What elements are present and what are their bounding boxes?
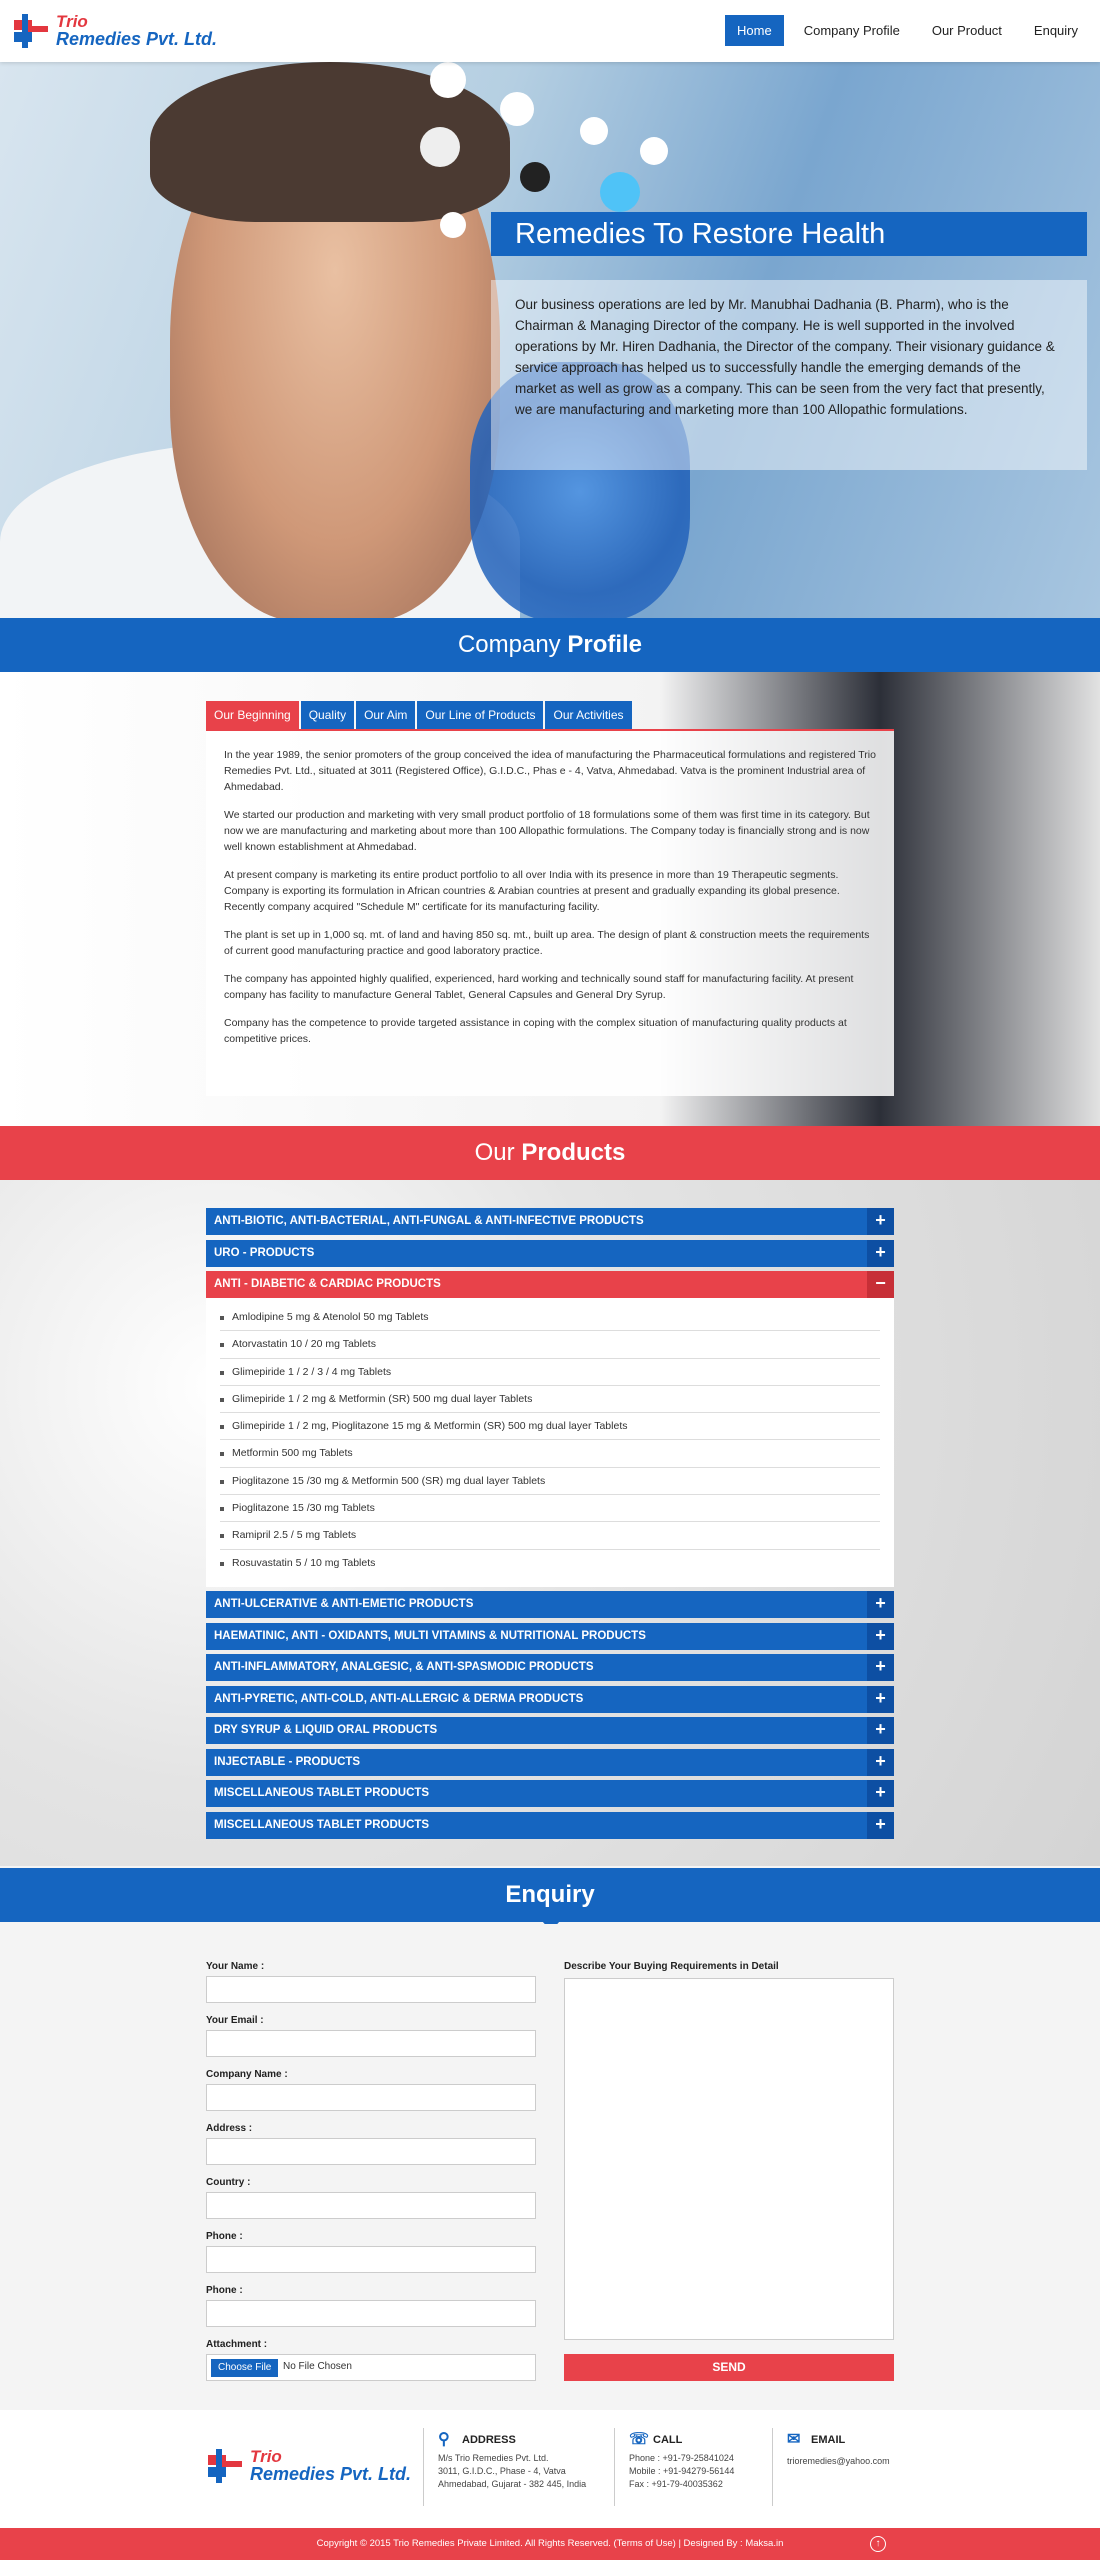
list-item: Pioglitazone 15 /30 mg & Metformin 500 (SR) mg dual layer Tablets (220, 1468, 880, 1495)
plus-icon[interactable]: + (867, 1717, 894, 1744)
tab-our-line-of-products[interactable]: Our Line of Products (417, 701, 543, 729)
accordion-header[interactable] (206, 1240, 894, 1267)
plus-icon[interactable]: + (867, 1208, 894, 1235)
phone-field-2[interactable] (206, 2300, 536, 2327)
molecule-atom (420, 127, 460, 167)
our-products-heading-light: Our (474, 1139, 522, 1166)
list-item: Glimepiride 1 / 2 mg & Metformin (SR) 500 mg dual layer Tablets (220, 1386, 880, 1413)
accordion-title: INJECTABLE - PRODUCTS (214, 1756, 361, 1768)
name-field[interactable] (206, 1976, 536, 2003)
accordion-header[interactable] (206, 1812, 894, 1839)
email-link[interactable]: trioremedies@yahoo.com (787, 2456, 890, 2466)
tab-our-aim[interactable]: Our Aim (356, 701, 415, 729)
logo-mark-icon (206, 2447, 246, 2487)
copyright-bar (0, 2528, 1100, 2560)
site-header (0, 0, 1100, 62)
plus-icon[interactable]: + (867, 1686, 894, 1713)
molecule-atom (520, 162, 550, 192)
field-label: Company Name : (206, 2069, 288, 2080)
company-profile-heading (0, 618, 1100, 672)
molecule-atom (600, 172, 640, 212)
address-title: ADDRESS (462, 2434, 516, 2446)
footer-address (423, 2428, 603, 2506)
list-item: Rosuvastatin 5 / 10 mg Tablets (220, 1550, 880, 1577)
email-title: EMAIL (811, 2434, 846, 2446)
call-title: CALL (653, 2434, 683, 2446)
list-item: Amlodipine 5 mg & Atenolol 50 mg Tablets (220, 1304, 880, 1331)
plus-icon[interactable]: + (867, 1780, 894, 1807)
logo-text-trio: Trio (56, 12, 88, 31)
nav-our-product[interactable]: Our Product (931, 23, 1002, 38)
list-item: Pioglitazone 15 /30 mg Tablets (220, 1495, 880, 1522)
molecule-atom (500, 92, 534, 126)
address-line: Ahmedabad, Gujarat - 382 445, India (438, 2479, 587, 2489)
address-line: 3011, G.I.D.C., Phase - 4, Vatva (438, 2466, 566, 2476)
list-item: Atorvastatin 10 / 20 mg Tablets (220, 1331, 880, 1358)
field-label: Your Name : (206, 1961, 265, 1972)
profile-paragraph: Company has the competence to provide targeted assistance in coping with the complex situation of manufacturing quality products at competitive prices. (224, 1017, 847, 1045)
call-heading (629, 2428, 764, 2452)
list-item: Ramipril 2.5 / 5 mg Tablets (220, 1522, 880, 1549)
field-label: Address : (206, 2123, 253, 2134)
logo-mark-icon (12, 12, 52, 52)
nav-company-profile[interactable]: Company Profile (803, 23, 900, 38)
address-field[interactable] (206, 2138, 536, 2165)
accordion-title: ANTI-INFLAMMATORY, ANALGESIC, & ANTI-SPASMODIC PRODUCTS (214, 1661, 594, 1673)
footer-call (614, 2428, 764, 2506)
file-status: No File Chosen (283, 2361, 352, 2372)
requirements-label: Describe Your Buying Requirements in Detail (564, 1961, 779, 1972)
tab-quality[interactable]: Quality (301, 701, 354, 729)
plus-icon[interactable]: + (867, 1749, 894, 1776)
hero-banner (0, 62, 1100, 618)
country-field[interactable] (206, 2192, 536, 2219)
copyright-text: Copyright © 2015 Trio Remedies Private Limited. All Rights Reserved. (Terms of Use) | Designed By : Maksa.in (316, 2538, 784, 2549)
plus-icon[interactable]: + (867, 1240, 894, 1267)
our-products-heading (0, 1126, 1100, 1180)
nav-home[interactable]: Home (725, 15, 784, 46)
list-item: Metformin 500 mg Tablets (220, 1440, 880, 1467)
email-field[interactable] (206, 2030, 536, 2057)
accordion-title: ANTI-BIOTIC, ANTI-BACTERIAL, ANTI-FUNGAL & ANTI-INFECTIVE PRODUCTS (214, 1215, 644, 1227)
company-profile-heading-bold: Profile (567, 631, 643, 658)
accordion-title: DRY SYRUP & LIQUID ORAL PRODUCTS (214, 1724, 438, 1736)
profile-paragraph: We started our production and marketing with very small product portfolio of 18 formulations some of them was first time in its category. But now we are manufacturing and marketing about more than 100 Allopathic formulations. The Company today is financially strong and is now well known establishment at Ahmedabad. (224, 809, 870, 853)
molecule-atom (430, 62, 466, 98)
enquiry-section (0, 1924, 1100, 2410)
email-heading (787, 2428, 896, 2452)
enquiry-heading (0, 1868, 1100, 1922)
accordion-header[interactable] (206, 1686, 894, 1713)
accordion-header[interactable] (206, 1780, 894, 1807)
tab-our-activities[interactable]: Our Activities (545, 701, 631, 729)
location-pin-icon: ⚲ (438, 2431, 450, 2448)
molecule-atom (440, 212, 466, 238)
accordion-title: ANTI-PYRETIC, ANTI-COLD, ANTI-ALLERGIC & DERMA PRODUCTS (214, 1693, 584, 1705)
minus-icon[interactable]: − (867, 1271, 894, 1298)
profile-paragraph: At present company is marketing its entire product portfolio to all over India with its presence in more than 19 Therapeutic segments. Company is exporting its formulation in African countries & Arabian countries at present and gradually expanding its global presence. Recently company acquired "Schedule M" certificate for its manufacturing facility. (224, 869, 840, 913)
profile-paragraph: In the year 1989, the senior promoters of the group conceived the idea of manufacturing the Pharmaceutical formulations and registered Trio Remedies Pvt. Ltd., situated at 3011 (Registered Office), G.I.D.C., Phas e - 4, Vatva, Ahmedabad. Vatva is the prominent Industrial area of Ahmedabad. (224, 749, 876, 793)
footer-logo[interactable] (206, 2445, 416, 2489)
tab-our-beginning[interactable]: Our Beginning (206, 701, 299, 729)
phone-field[interactable] (206, 2246, 536, 2273)
plus-icon[interactable]: + (867, 1812, 894, 1839)
plus-icon[interactable]: + (867, 1591, 894, 1618)
logo[interactable] (12, 10, 222, 54)
field-label: Country : (206, 2177, 251, 2188)
hero-title: Remedies To Restore Health (491, 212, 1087, 256)
requirements-textarea[interactable] (564, 1978, 894, 2340)
tab-content (206, 731, 894, 1096)
company-name-field[interactable] (206, 2084, 536, 2111)
our-products-heading-bold: Products (521, 1139, 626, 1166)
mobile-line: Mobile : +91-94279-56144 (629, 2466, 735, 2476)
choose-file-button[interactable]: Choose File (211, 2359, 278, 2377)
fax-line: Fax : +91-79-40035362 (629, 2479, 723, 2489)
hero-text: Our business operations are led by Mr. Manubhai Dadhania (B. Pharm), who is the Chairman & Managing Director of the company. He is well supported in the involved operations by Mr. Hiren Dadhania, the Director of the company. Their visionary guidance & service approach has helped us to successfully handle the emerging demands of the market as well as grow as a company. This can be seen from the very fact that presently, we are manufacturing and marketing more than 100 Allopathic formulations. (491, 280, 1087, 470)
address-line: M/s Trio Remedies Pvt. Ltd. (438, 2453, 549, 2463)
send-button[interactable]: SEND (564, 2354, 894, 2381)
company-profile-heading-light: Company (457, 631, 568, 658)
phone-line: Phone : +91-79-25841024 (629, 2453, 734, 2463)
molecule-atom (640, 137, 668, 165)
field-label: Phone : (206, 2285, 243, 2296)
accordion-header[interactable] (206, 1208, 894, 1235)
phone-icon: ☏ (629, 2431, 650, 2448)
envelope-icon: ✉ (787, 2431, 801, 2448)
accordion-title: URO - PRODUCTS (214, 1247, 315, 1259)
accordion-title: HAEMATINIC, ANTI - OXIDANTS, MULTI VITAMINS & NUTRITIONAL PRODUCTS (214, 1630, 646, 1642)
profile-paragraph: The plant is set up in 1,000 sq. mt. of land and having 850 sq. mt., built up area. The design of plant & construction meets the requirements of current good manufacturing practice and good laboratory practice. (224, 929, 870, 957)
logo-text-trio: Trio (250, 2447, 282, 2466)
list-item: Glimepiride 1 / 2 mg, Pioglitazone 15 mg & Metformin (SR) 500 mg dual layer Tablets (220, 1413, 880, 1440)
attachment-field (206, 2354, 536, 2381)
field-label: Your Email : (206, 2015, 264, 2026)
accordion-header[interactable] (206, 1623, 894, 1650)
scroll-to-top-icon[interactable]: ↑ (870, 2536, 886, 2552)
molecule-atom (580, 117, 608, 145)
plus-icon[interactable]: + (867, 1654, 894, 1681)
profile-paragraph: The company has appointed highly qualified, experienced, hard working and technically sound staff for manufacturing facility. At present company has facility to manufacture General Tablet, General Capsules and General Dry Syrup. (224, 973, 854, 1001)
enquiry-heading-text: Enquiry (505, 1881, 595, 1908)
footer-email (772, 2428, 896, 2506)
nav-enquiry[interactable]: Enquiry (1033, 23, 1078, 38)
accordion-header[interactable] (206, 1591, 894, 1618)
accordion-title: ANTI - DIABETIC & CARDIAC PRODUCTS (214, 1278, 441, 1290)
main-nav (725, 15, 1090, 46)
field-label: Phone : (206, 2231, 243, 2242)
attachment-label: Attachment : (206, 2339, 268, 2350)
list-item: Glimepiride 1 / 2 / 3 / 4 mg Tablets (220, 1359, 880, 1386)
accordion-header[interactable] (206, 1654, 894, 1681)
profile-tabs (206, 701, 632, 729)
accordion-title: MISCELLANEOUS TABLET PRODUCTS (214, 1819, 430, 1831)
logo-text-company: Remedies Pvt. Ltd. (56, 29, 218, 49)
accordion-title: ANTI-ULCERATIVE & ANTI-EMETIC PRODUCTS (214, 1598, 474, 1610)
accordion-title: MISCELLANEOUS TABLET PRODUCTS (214, 1787, 430, 1799)
accordion-header-open[interactable] (206, 1271, 894, 1298)
accordion-header[interactable] (206, 1717, 894, 1744)
product-list (206, 1298, 894, 1587)
accordion-header[interactable] (206, 1749, 894, 1776)
logo-text-company: Remedies Pvt. Ltd. (250, 2464, 412, 2484)
address-heading (438, 2428, 603, 2452)
plus-icon[interactable]: + (867, 1623, 894, 1650)
